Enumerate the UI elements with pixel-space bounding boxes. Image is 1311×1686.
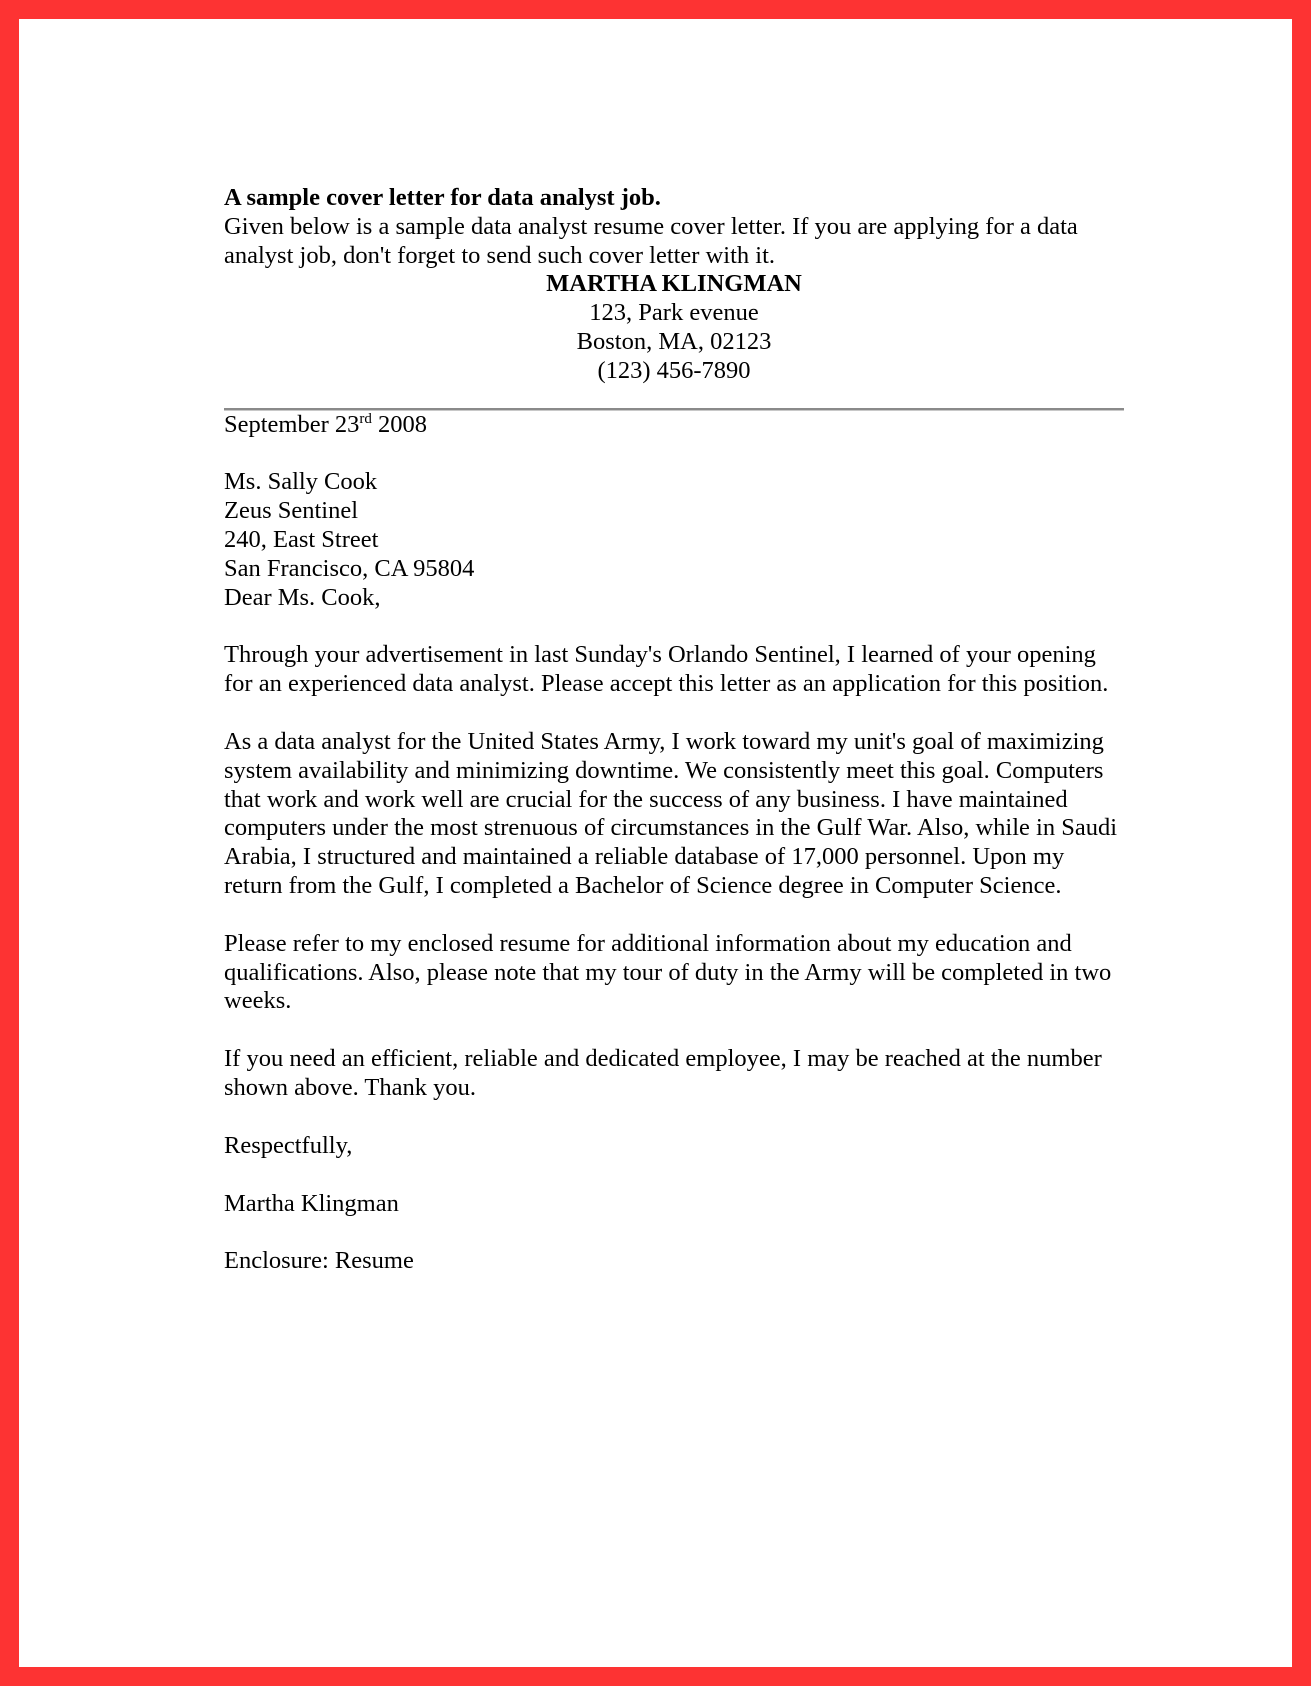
sender-block (224, 270, 1124, 385)
salutation: Dear Ms. Cook, (224, 583, 381, 611)
body-paragraph: Through your advertisement in last Sunday's Orlando Sentinel, I learned of your opening for an experienced data analyst. Please accept this letter as an application for this position. (224, 641, 1109, 698)
recipient-company: Zeus Sentinel (224, 497, 359, 525)
recipient-city: San Francisco, CA 95804 (224, 554, 475, 582)
sender-address-line1: 123, Park evenue (589, 299, 759, 327)
date-prefix: September 23 (224, 410, 360, 438)
sender-phone: (123) 456-7890 (597, 356, 751, 384)
enclosure-note: Enclosure: Resume (224, 1247, 414, 1275)
intro-title: A sample cover letter for data analyst job. (224, 184, 661, 211)
recipient-block (224, 468, 1124, 583)
recipient-name: Ms. Sally Cook (224, 468, 378, 496)
letter-date (224, 411, 1124, 440)
cover-letter-document (224, 184, 1124, 1276)
recipient-street: 240, East Street (224, 525, 379, 553)
sender-name: MARTHA KLINGMAN (546, 270, 802, 298)
intro-description: Given below is a sample data analyst resume cover letter. If you are applying for a data analyst job, don't forget to send such cover letter with it. (224, 212, 1078, 269)
body-paragraph: Please refer to my enclosed resume for additional information about my education and qualifications. Also, please note that my tour of duty in the Army will be completed in two weeks. (224, 929, 1112, 1015)
body-paragraph: As a data analyst for the United States Army, I work toward my unit's goal of maximizing system availability and minimizing downtime. We consistently meet this goal. Computers that work and work well are crucial for the success of any business. I have maintained computers under the most strenuous of circumstances in the Gulf War. Also, while in Saudi Arabia, I structured and maintained a reliable database of 17,000 personnel. Upon my return from the Gulf, I completed a Bachelor of Science degree in Computer Science. (224, 727, 1118, 899)
date-suffix: rd (359, 410, 372, 427)
body-paragraph: If you need an efficient, reliable and dedicated employee, I may be reached at the number shown above. Thank you. (224, 1045, 1102, 1101)
sender-address-line2: Boston, MA, 02123 (576, 327, 772, 355)
signature: Martha Klingman (224, 1189, 399, 1217)
closing: Respectfully, (224, 1131, 353, 1159)
date-year: 2008 (371, 410, 428, 438)
